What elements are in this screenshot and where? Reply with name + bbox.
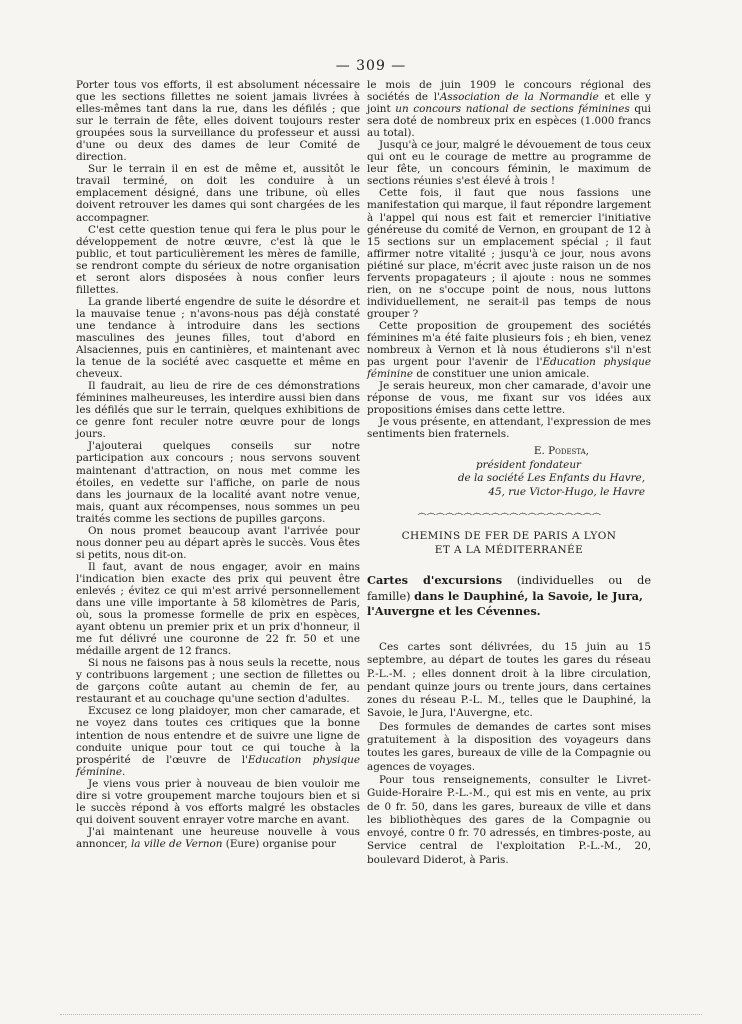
cards-title bbox=[367, 573, 651, 619]
signature-name: E. Podesta, bbox=[533, 445, 589, 458]
paragraph: Cette fois, il faut que nous fassions une manifestation qui marque, il faut répondre largement à l'appel qui nous est fait et remercier l'initiative généreuse du comité de Vernon, en groupant de 12 à 15 sections sur un emplacement spécial ; il faut affirmer notre vitalité ; jusqu'à ce jour, nous avons piétiné sur place, m'écrit avec juste raison un de nos fervents propagateurs ; il ajoute : nous ne sommes rien, on ne s'occupe point de nous, nous luttons individuellement, ne serait-il pas temps de nous grouper ? bbox=[367, 187, 651, 320]
paragraph-text: . bbox=[122, 765, 126, 778]
right-column bbox=[367, 79, 651, 867]
cards-title-bold: Cartes d'excursions bbox=[367, 573, 503, 588]
italic-phrase: Education physique féminine bbox=[76, 753, 360, 778]
railway-heading-line1: CHEMINS DE FER DE PARIS A LYON bbox=[401, 530, 617, 543]
signature-society bbox=[367, 472, 651, 486]
paragraph-text: Cette proposition de groupement des sociétés féminines m'a été faite plusieurs fois ; eh bien, venez nombreux à Vernon et là nous étudierons s'il n'est pas urgent pour l'avenir de l' bbox=[367, 319, 651, 369]
paragraph: Sur le terrain il en est de même et, aussitôt le travail terminé, on doit les conduire à un emplacement désigné, dans une tribune, où elles doivent retrouver les dames qui sont chargées de les accompagner. bbox=[76, 163, 360, 224]
paragraph: Jusqu'à ce jour, malgré le dévouement de tous ceux qui ont eu le courage de mettre au programme de leur fête, un concours féminin, le maximum de sections réunies s'est élevé à trois ! bbox=[367, 139, 651, 188]
paragraph-text: J'ai maintenant une heureuse nouvelle à vous annoncer, bbox=[76, 825, 360, 850]
cards-title-normal: (individuelles ou de famille) bbox=[367, 574, 652, 603]
paragraph: Des formules de demandes de cartes sont mises gratuitement à la disposition des voyageurs dans toutes les gares, bureaux de ville de la Compagnie ou agences de voyages. bbox=[367, 720, 651, 773]
railway-heading bbox=[367, 530, 651, 557]
paragraph-text: de constituer une union amicale. bbox=[413, 368, 590, 381]
page-number: — 309 — bbox=[335, 58, 407, 74]
paragraph: J'ajouterai quelques conseils sur notre participation aux concours ; nous servons souvent maintenant d'attraction, on nous met comme les étoiles, en vedette sur l'affiche, on parle de nous dans les journaux de la localité avant notre venue, mais, quant aux récompenses, nous sommes un peu traités comme les sections de pupilles garçons. bbox=[76, 440, 360, 525]
italic-phrase: Association de la Normandie bbox=[439, 91, 599, 104]
italic-phrase: Education physique féminine bbox=[367, 356, 651, 381]
railway-heading-line2: ET A LA MÉDITERRANÉE bbox=[434, 543, 584, 556]
paragraph: On nous promet beaucoup avant l'arrivée pour nous donner peu au départ après le succès. Vous êtes si petits, nous dit-on. bbox=[76, 524, 360, 561]
cards-section bbox=[367, 641, 651, 867]
paragraph-text: qui sera doté de nombreux prix en espèces (1.000 francs au total). bbox=[367, 103, 651, 140]
paragraph: Porter tous vos efforts, il est absolument nécessaire que les sections fillettes ne soient jamais livrées à elles-mêmes tant dans la rue, dans les défilés ; que sur le terrain de fête, elles doivent toujours rester groupées sous la surveillance du professeur et aussi d'une ou deux des dames de leur Comité de direction. bbox=[76, 79, 360, 164]
paragraph: Je serais heureux, mon cher camarade, d'avoir une réponse de vous, me fixant sur vos idées aux propositions émises dans cette lettre. bbox=[367, 380, 651, 417]
signature-block bbox=[367, 445, 651, 499]
paragraph bbox=[367, 320, 651, 380]
paragraph: Je vous présente, en attendant, l'expression de mes sentiments bien fraternels. bbox=[367, 416, 651, 441]
italic-phrase: un concours national de sections féminines bbox=[395, 103, 630, 116]
paragraph: Il faut, avant de nous engager, avoir en mains l'indication bien exacte des prix qui peuvent être enlevés ; évitez ce qui m'est arrivé personnellement dans une ville importante à 58 kilomètres de Paris, où, sous la promesse formelle de prix en espèces, ayant obtenu un premier prix et un prix d'honneur, il me fut délivré une couronne de 22 fr. 50 et une médaille argent de 12 francs. bbox=[76, 560, 360, 658]
paragraph: C'est cette question tenue qui fera le plus pour le développement de notre œuvre, c'est là que le public, et tout particulièrement les mères de famille, se rendront compte du sérieux de notre organisation et seront alors disposées à nous confier leurs fillettes. bbox=[76, 223, 360, 296]
italic-phrase: la ville de Vernon bbox=[130, 837, 223, 850]
paragraph-text: (Eure) organise pour bbox=[222, 837, 337, 850]
paragraph: La grande liberté engendre de suite le désordre et la mauvaise tenue ; n'avons-nous pas déjà constaté une tendance à introduire dans les sections masculines des jeunes filles, tout d'abord en Alsaciennes, puis en cantinières, et maintenant avec la tenue de la société avec casquette et même en cheveux. bbox=[76, 295, 360, 381]
paragraph: Si nous ne faisons pas à nous seuls la recette, nous y contribuons largement ; une section de fillettes ou de garçons coûte autant au chemin de fer, au restaurant et au couchage qu'une section d'adultes. bbox=[76, 657, 360, 706]
paragraph bbox=[76, 826, 360, 850]
left-column bbox=[76, 79, 360, 850]
signature-address-text: 45, rue Victor-Hugo, le Havre bbox=[488, 485, 645, 498]
signature-society-name: Les Enfants du Havre, bbox=[527, 472, 645, 485]
signature-title: président fondateur bbox=[475, 458, 581, 471]
paragraph: Ces cartes sont délivrées, du 15 juin au 15 septembre, au départ de toutes les gares du réseau P.-L.-M. ; elles donnent droit à la libre circulation, pendant quinze jours ou trente jours, dans certaines zones du réseau P.-L. M., telles que le Dauphiné, la Savoie, le Jura, l'Auvergne, etc. bbox=[367, 640, 651, 720]
paragraph-text: le mois de juin 1909 le concours régional des sociétés de l' bbox=[367, 79, 651, 104]
signature-address bbox=[367, 486, 651, 500]
paragraph-text: Excusez ce long plaidoyer, mon cher camarade, et ne voyez dans toutes ces critiques que la bonne intention de nous entendre et de suivre une ligne de conduite unique pour tout ce qui touche à la prospérité de l'œuvre de l' bbox=[76, 705, 360, 766]
paragraph: Je viens vous prier à nouveau de bien vouloir me dire si votre groupement marche toujours bien et si le succès répond à vos efforts malgré les obstacles qui doivent souvent enrayer votre marche en avant. bbox=[76, 777, 360, 826]
paragraph bbox=[76, 705, 360, 777]
paragraph: Pour tous renseignements, consulter le Livret-Guide-Horaire P.-L.-M., qui est mis en vente, au prix de 0 fr. 50, dans les gares, bureaux de ville et dans les bibliothèques des gares de la Compagnie ou envoyé, contre 0 fr. 70 adressés, en timbres-poste, au Service central de l'exploitation P.-L.-M., 20, boulevard Diderot, à Paris. bbox=[367, 773, 651, 866]
paragraph: Il faudrait, au lieu de rire de ces démonstrations féminines malheureuses, les interdire aussi bien dans les défilés que sur le terrain, quelques exhibitions de ce genre font reculer notre œuvre pour de longs jours. bbox=[76, 380, 360, 441]
paragraph-text: et elle y joint bbox=[367, 91, 651, 116]
paragraph bbox=[367, 79, 651, 139]
cards-title-bold: dans le Dauphiné, la Savoie, le Jura, bbox=[414, 588, 643, 603]
cards-title-bold: l'Auvergne et les Cévennes. bbox=[367, 604, 541, 619]
ornamental-divider: ෴෴෴෴෴෴෴෴෴෴෴෴෴෴෴෴෴෴෴෴ bbox=[417, 508, 601, 520]
page-edge-rule bbox=[60, 1014, 702, 1015]
signature-society-prefix: de la société bbox=[457, 472, 528, 485]
